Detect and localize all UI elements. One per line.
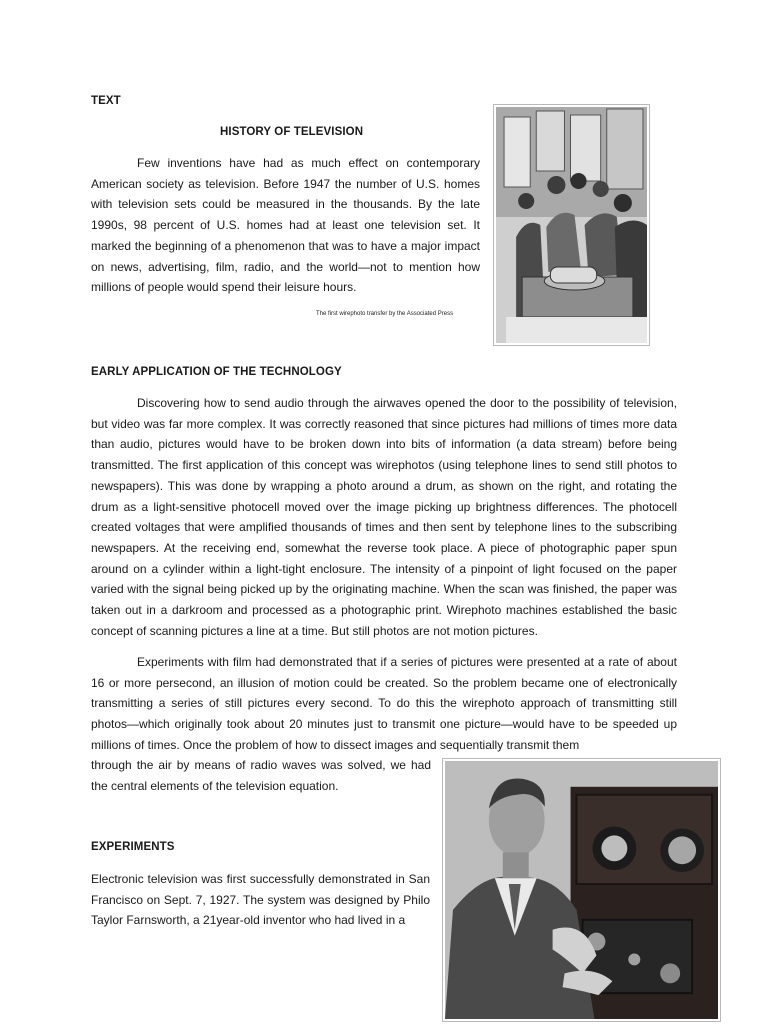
section-heading-experiments: EXPERIMENTS: [91, 841, 175, 853]
early-application-paragraph-2-tail: through the air by means of radio waves was solved, we had the central elements of the television equation.: [91, 758, 431, 793]
page-title: HISTORY OF TELEVISION: [220, 126, 364, 138]
early-application-paragraph-1: Discovering how to send audio through the airwaves opened the door to the possibility of television, but video was far more complex. It was correctly reasoned that since pictures had millions of times more data than audio, pictures would have to be broken down into bits of information (a data stream) before being transmitted. The first application of this concept was wirephotos (using telephone lines to send still photos to newspapers). This was done by wrapping a photo around a drum, as shown on the right, and rotating the drum as a light-sensitive photocell moved over the image picking up brightness differences. The photocell created voltages that were amplified thousands of times and then sent by telephone lines to the subscribing newspapers. At the receiving end, somewhat the reverse took place. A piece of photographic paper spun around on a cylinder within a light-tight enclosure. The intensity of a pinpoint of light focused on the paper varied with the signal being picked up by the originating machine. When the scan was finished, the paper was taken out in a darkroom and processed as a photographic print. Wirephoto machines established the basic concept of scanning pictures a line at a time. But still photos are not motion pictures.: [91, 396, 677, 638]
experiments-paragraph-1: Electronic television was first successfully demonstrated in San Francisco on Sept. 7, 1927. The system was designed by Philo Taylor Farnsworth, a 21year-old inventor who had lived in a: [91, 872, 430, 928]
wirephoto-image: [493, 104, 650, 346]
early-application-paragraph-2: Experiments with film had demonstrated that if a series of pictures were presented at a rate of about 16 or more persecond, an illusion of motion could be created. So the problem became one of electronically transmitting a series of still pictures every second. To do this the wirephoto approach of transmitting still photos—which originally took about 20 minutes just to transmit one picture—would have to be speeded up millions of times. Once the problem of how to dissect images and sequentially transmit them: [91, 655, 677, 752]
section-heading-early-application: EARLY APPLICATION OF THE TECHNOLOGY: [91, 366, 342, 378]
intro-paragraph: Few inventions have had as much effect on contemporary American society as television. Before 1947 the number of U.S. homes with television sets could be measured in the thousands. By the late 1990s, 98 percent of U.S. homes had at least one television set. It marked the beginning of a phenomenon that was to have a major impact on news, advertising, film, radio, and the world—not to mention how millions of people would spend their leisure hours.: [91, 156, 480, 295]
doc-label: TEXT: [91, 95, 121, 107]
inventor-photo: [442, 758, 721, 1022]
photo-caption: The first wirephoto transfer by the Associated Press: [316, 311, 454, 317]
